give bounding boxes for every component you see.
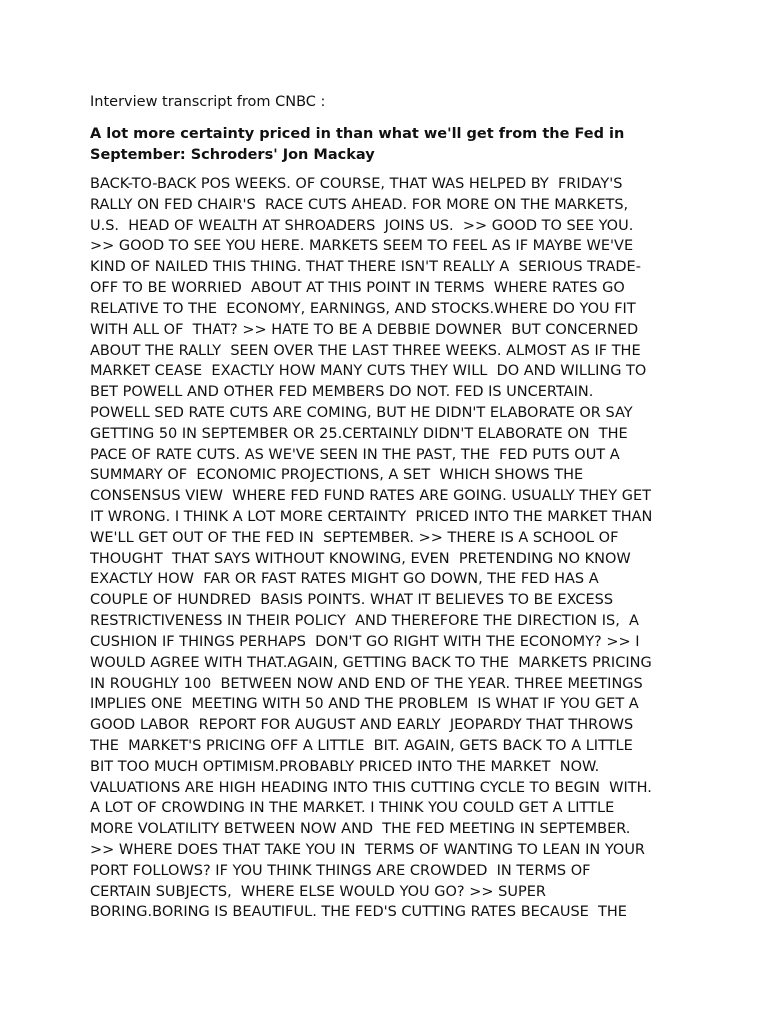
transcript-line: PORT FOLLOWS? IF YOU THINK THINGS ARE CROWDED IN TERMS OF <box>90 862 591 879</box>
transcript-line: GETTING 50 IN SEPTEMBER OR 25.CERTAINLY DIDN'T ELABORATE ON THE <box>90 425 628 442</box>
headline-line: A lot more certainty priced in than what we'll get from the Fed in <box>90 126 625 142</box>
transcript-line: THE MARKET'S PRICING OFF A LITTLE BIT. AGAIN, GETS BACK TO A LITTLE <box>90 737 633 754</box>
transcript-line: A LOT OF CROWDING IN THE MARKET. I THINK YOU COULD GET A LITTLE <box>90 800 615 817</box>
transcript-line: RALLY ON FED CHAIR'S RACE CUTS AHEAD. FOR MORE ON THE MARKETS, <box>90 196 629 213</box>
transcript-line: BET POWELL AND OTHER FED MEMBERS DO NOT. FED IS UNCERTAIN. <box>90 384 594 401</box>
transcript-line: BACK-TO-BACK POS WEEKS. OF COURSE, THAT WAS HELPED BY FRIDAY'S <box>90 176 623 192</box>
transcript-body <box>90 174 690 923</box>
transcript-line: ABOUT THE RALLY SEEN OVER THE LAST THREE WEEKS. ALMOST AS IF THE <box>90 342 641 359</box>
source-label: Interview transcript from CNBC : <box>90 94 326 110</box>
transcript-line: MORE VOLATILITY BETWEEN NOW AND THE FED MEETING IN SEPTEMBER. <box>90 821 631 838</box>
transcript-line: SUMMARY OF ECONOMIC PROJECTIONS, A SET WHICH SHOWS THE <box>90 467 584 484</box>
transcript-line: WITH ALL OF THAT? >> HATE TO BE A DEBBIE DOWNER BUT CONCERNED <box>90 321 639 338</box>
transcript-line: PACE OF RATE CUTS. AS WE'VE SEEN IN THE PAST, THE FED PUTS OUT A <box>90 446 620 463</box>
transcript-line: CUSHION IF THINGS PERHAPS DON'T GO RIGHT WITH THE ECONOMY? >> I <box>90 633 640 650</box>
transcript-line: CERTAIN SUBJECTS, WHERE ELSE WOULD YOU GO? >> SUPER <box>90 883 546 900</box>
headline-line: September: Schroders' Jon Mackay <box>90 146 375 163</box>
transcript-line: RELATIVE TO THE ECONOMY, EARNINGS, AND STOCKS.WHERE DO YOU FIT <box>90 300 636 317</box>
transcript-line: KIND OF NAILED THIS THING. THAT THERE ISN'T REALLY A SERIOUS TRADE- <box>90 259 641 276</box>
transcript-line: OFF TO BE WORRIED ABOUT AT THIS POINT IN TERMS WHERE RATES GO <box>90 280 625 297</box>
document-page <box>90 92 690 923</box>
transcript-line: WE'LL GET OUT OF THE FED IN SEPTEMBER. >> THERE IS A SCHOOL OF <box>90 529 619 546</box>
transcript-line: VALUATIONS ARE HIGH HEADING INTO THIS CUTTING CYCLE TO BEGIN WITH. <box>90 779 652 796</box>
transcript-line: >> WHERE DOES THAT TAKE YOU IN TERMS OF WANTING TO LEAN IN YOUR <box>90 842 646 858</box>
transcript-line: IMPLIES ONE MEETING WITH 50 AND THE PROBLEM IS WHAT IF YOU GET A <box>90 696 639 713</box>
transcript-line: POWELL SED RATE CUTS ARE COMING, BUT HE DIDN'T ELABORATE OR SAY <box>90 404 633 421</box>
transcript-line: WOULD AGREE WITH THAT.AGAIN, GETTING BACK TO THE MARKETS PRICING <box>90 654 652 671</box>
article-headline <box>90 124 690 165</box>
transcript-line: IT WRONG. I THINK A LOT MORE CERTAINTY PRICED INTO THE MARKET THAN <box>90 509 653 525</box>
transcript-line: GOOD LABOR REPORT FOR AUGUST AND EARLY JEOPARDY THAT THROWS <box>90 717 634 734</box>
transcript-line: BIT TOO MUCH OPTIMISM.PROBABLY PRICED INTO THE MARKET NOW. <box>90 758 600 775</box>
transcript-line: MARKET CEASE EXACTLY HOW MANY CUTS THEY WILL DO AND WILLING TO <box>90 363 647 380</box>
transcript-line: RESTRICTIVENESS IN THEIR POLICY AND THEREFORE THE DIRECTION IS, A <box>90 613 639 630</box>
transcript-line: COUPLE OF HUNDRED BASIS POINTS. WHAT IT BELIEVES TO BE EXCESS <box>90 592 614 609</box>
transcript-line: THOUGHT THAT SAYS WITHOUT KNOWING, EVEN PRETENDING NO KNOW <box>90 550 631 567</box>
transcript-line: >> GOOD TO SEE YOU HERE. MARKETS SEEM TO FEEL AS IF MAYBE WE'VE <box>90 238 634 255</box>
transcript-line: EXACTLY HOW FAR OR FAST RATES MIGHT GO DOWN, THE FED HAS A <box>90 571 599 588</box>
transcript-line: U.S. HEAD OF WEALTH AT SHROADERS JOINS US. >> GOOD TO SEE YOU. <box>90 217 634 234</box>
transcript-line: CONSENSUS VIEW WHERE FED FUND RATES ARE GOING. USUALLY THEY GET <box>90 488 652 505</box>
transcript-line: IN ROUGHLY 100 BETWEEN NOW AND END OF THE YEAR. THREE MEETINGS <box>90 675 643 692</box>
transcript-line: BORING.BORING IS BEAUTIFUL. THE FED'S CUTTING RATES BECAUSE THE <box>90 904 627 921</box>
